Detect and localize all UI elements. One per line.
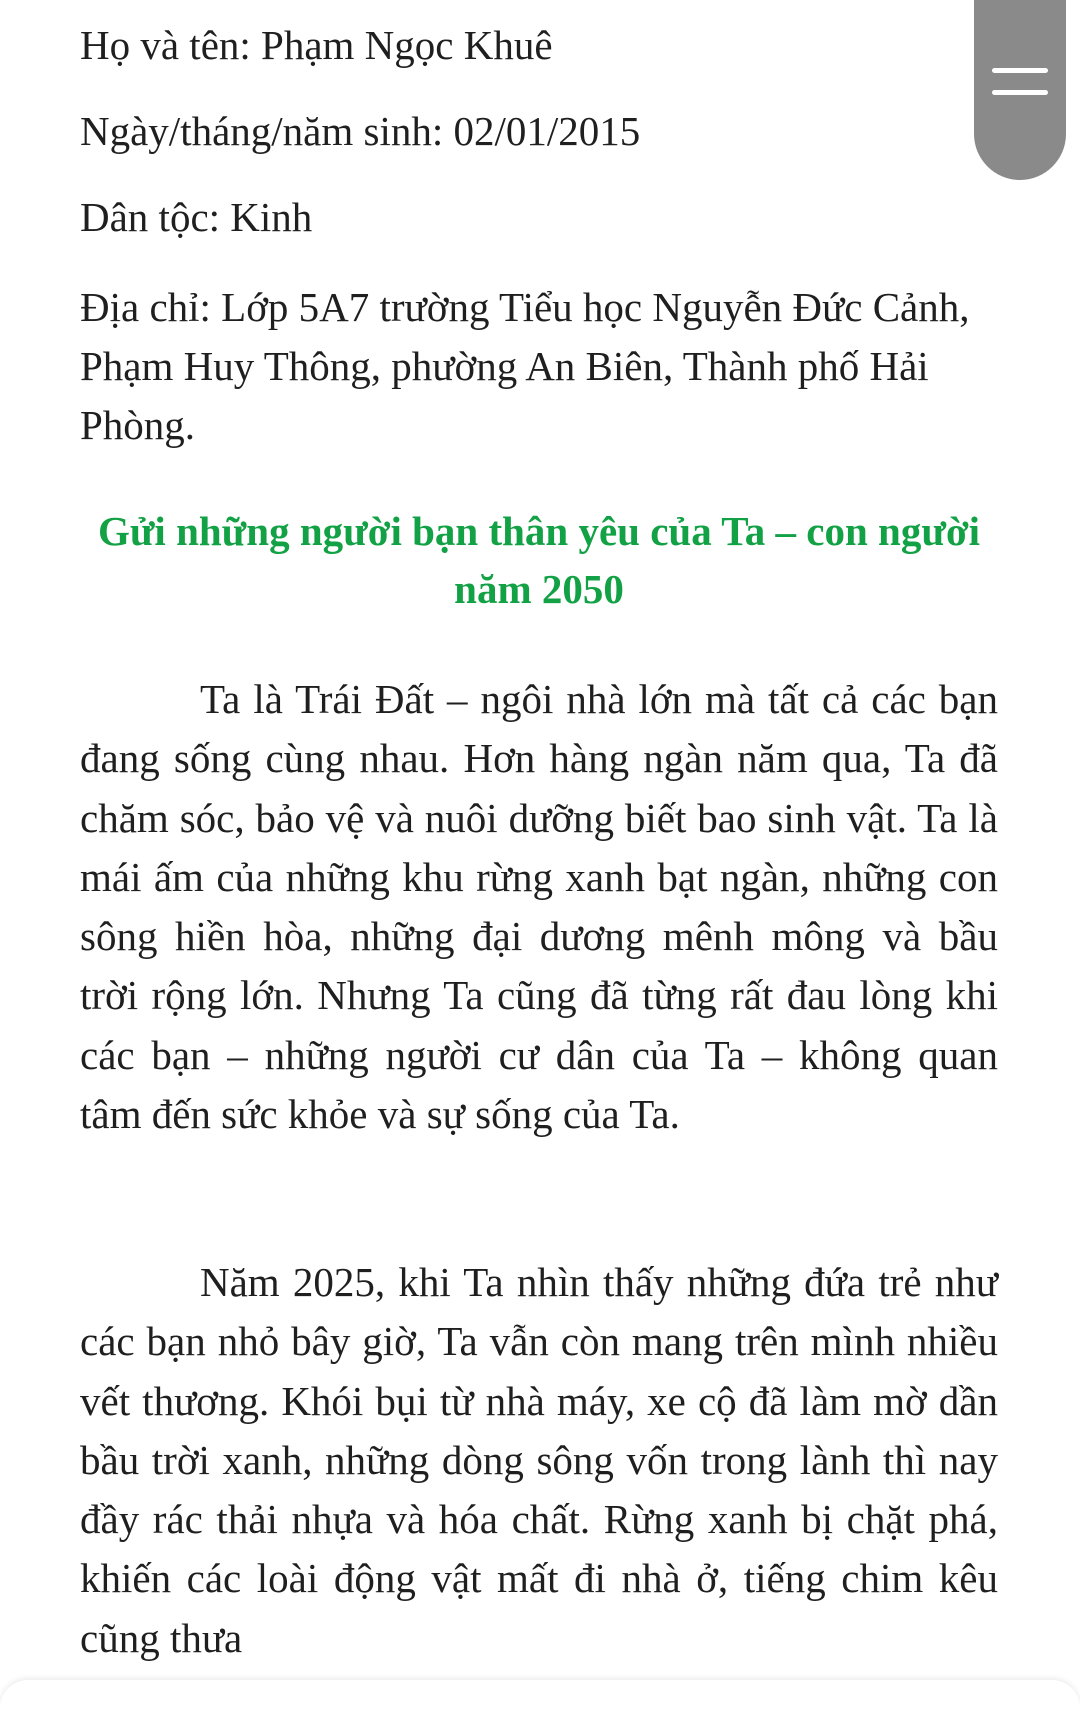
menu-bar-bottom [992, 90, 1048, 95]
hamburger-menu-icon[interactable] [974, 0, 1066, 180]
letter-paragraph-1: Ta là Trái Đất – ngôi nhà lớn mà tất cả các bạn đang sống cùng nhau. Hơn hàng ngàn năm qua, Ta đã chăm sóc, bảo vệ và nuôi dưỡng biết bao sinh vật. Ta là mái ấm của những khu rừng xanh bạt ngàn, những con sông hiền hòa, những đại dương mênh mông và bầu trời rộng lớn. Nhưng Ta cũng đã từng rất đau lòng khi các bạn – những người cư dân của Ta – không quan tâm đến sức khỏe và sự sống của Ta. [80, 676, 998, 1138]
menu-bar-top [992, 68, 1048, 73]
letter-paragraph-2: Năm 2025, khi Ta nhìn thấy những đứa trẻ như các bạn nhỏ bây giờ, Ta vẫn còn mang trên mình nhiều vết thương. Khói bụi từ nhà máy, xe cộ đã làm mờ dần bầu trời xanh, những dòng sông vốn trong lành thì nay đầy rác thải nhựa và hóa chất. Rừng xanh bị chặt phá, khiến các loài động vật mất đi nhà ở, tiếng chim kêu cũng thưa [80, 1259, 998, 1661]
student-ethnicity: Dân tộc: Kinh [80, 194, 313, 240]
bottom-sheet-edge[interactable] [0, 1680, 1080, 1720]
student-address: Địa chỉ: Lớp 5A7 trường Tiểu học Nguyễn Đức Cảnh, Phạm Huy Thông, phường An Biên, Thành phố Hải Phòng. [80, 284, 970, 448]
student-name: Họ và tên: Phạm Ngọc Khuê [80, 22, 553, 68]
student-birthdate: Ngày/tháng/năm sinh: 02/01/2015 [80, 108, 641, 154]
letter-title: Gửi những người bạn thân yêu của Ta – con người năm 2050 [97, 508, 981, 612]
